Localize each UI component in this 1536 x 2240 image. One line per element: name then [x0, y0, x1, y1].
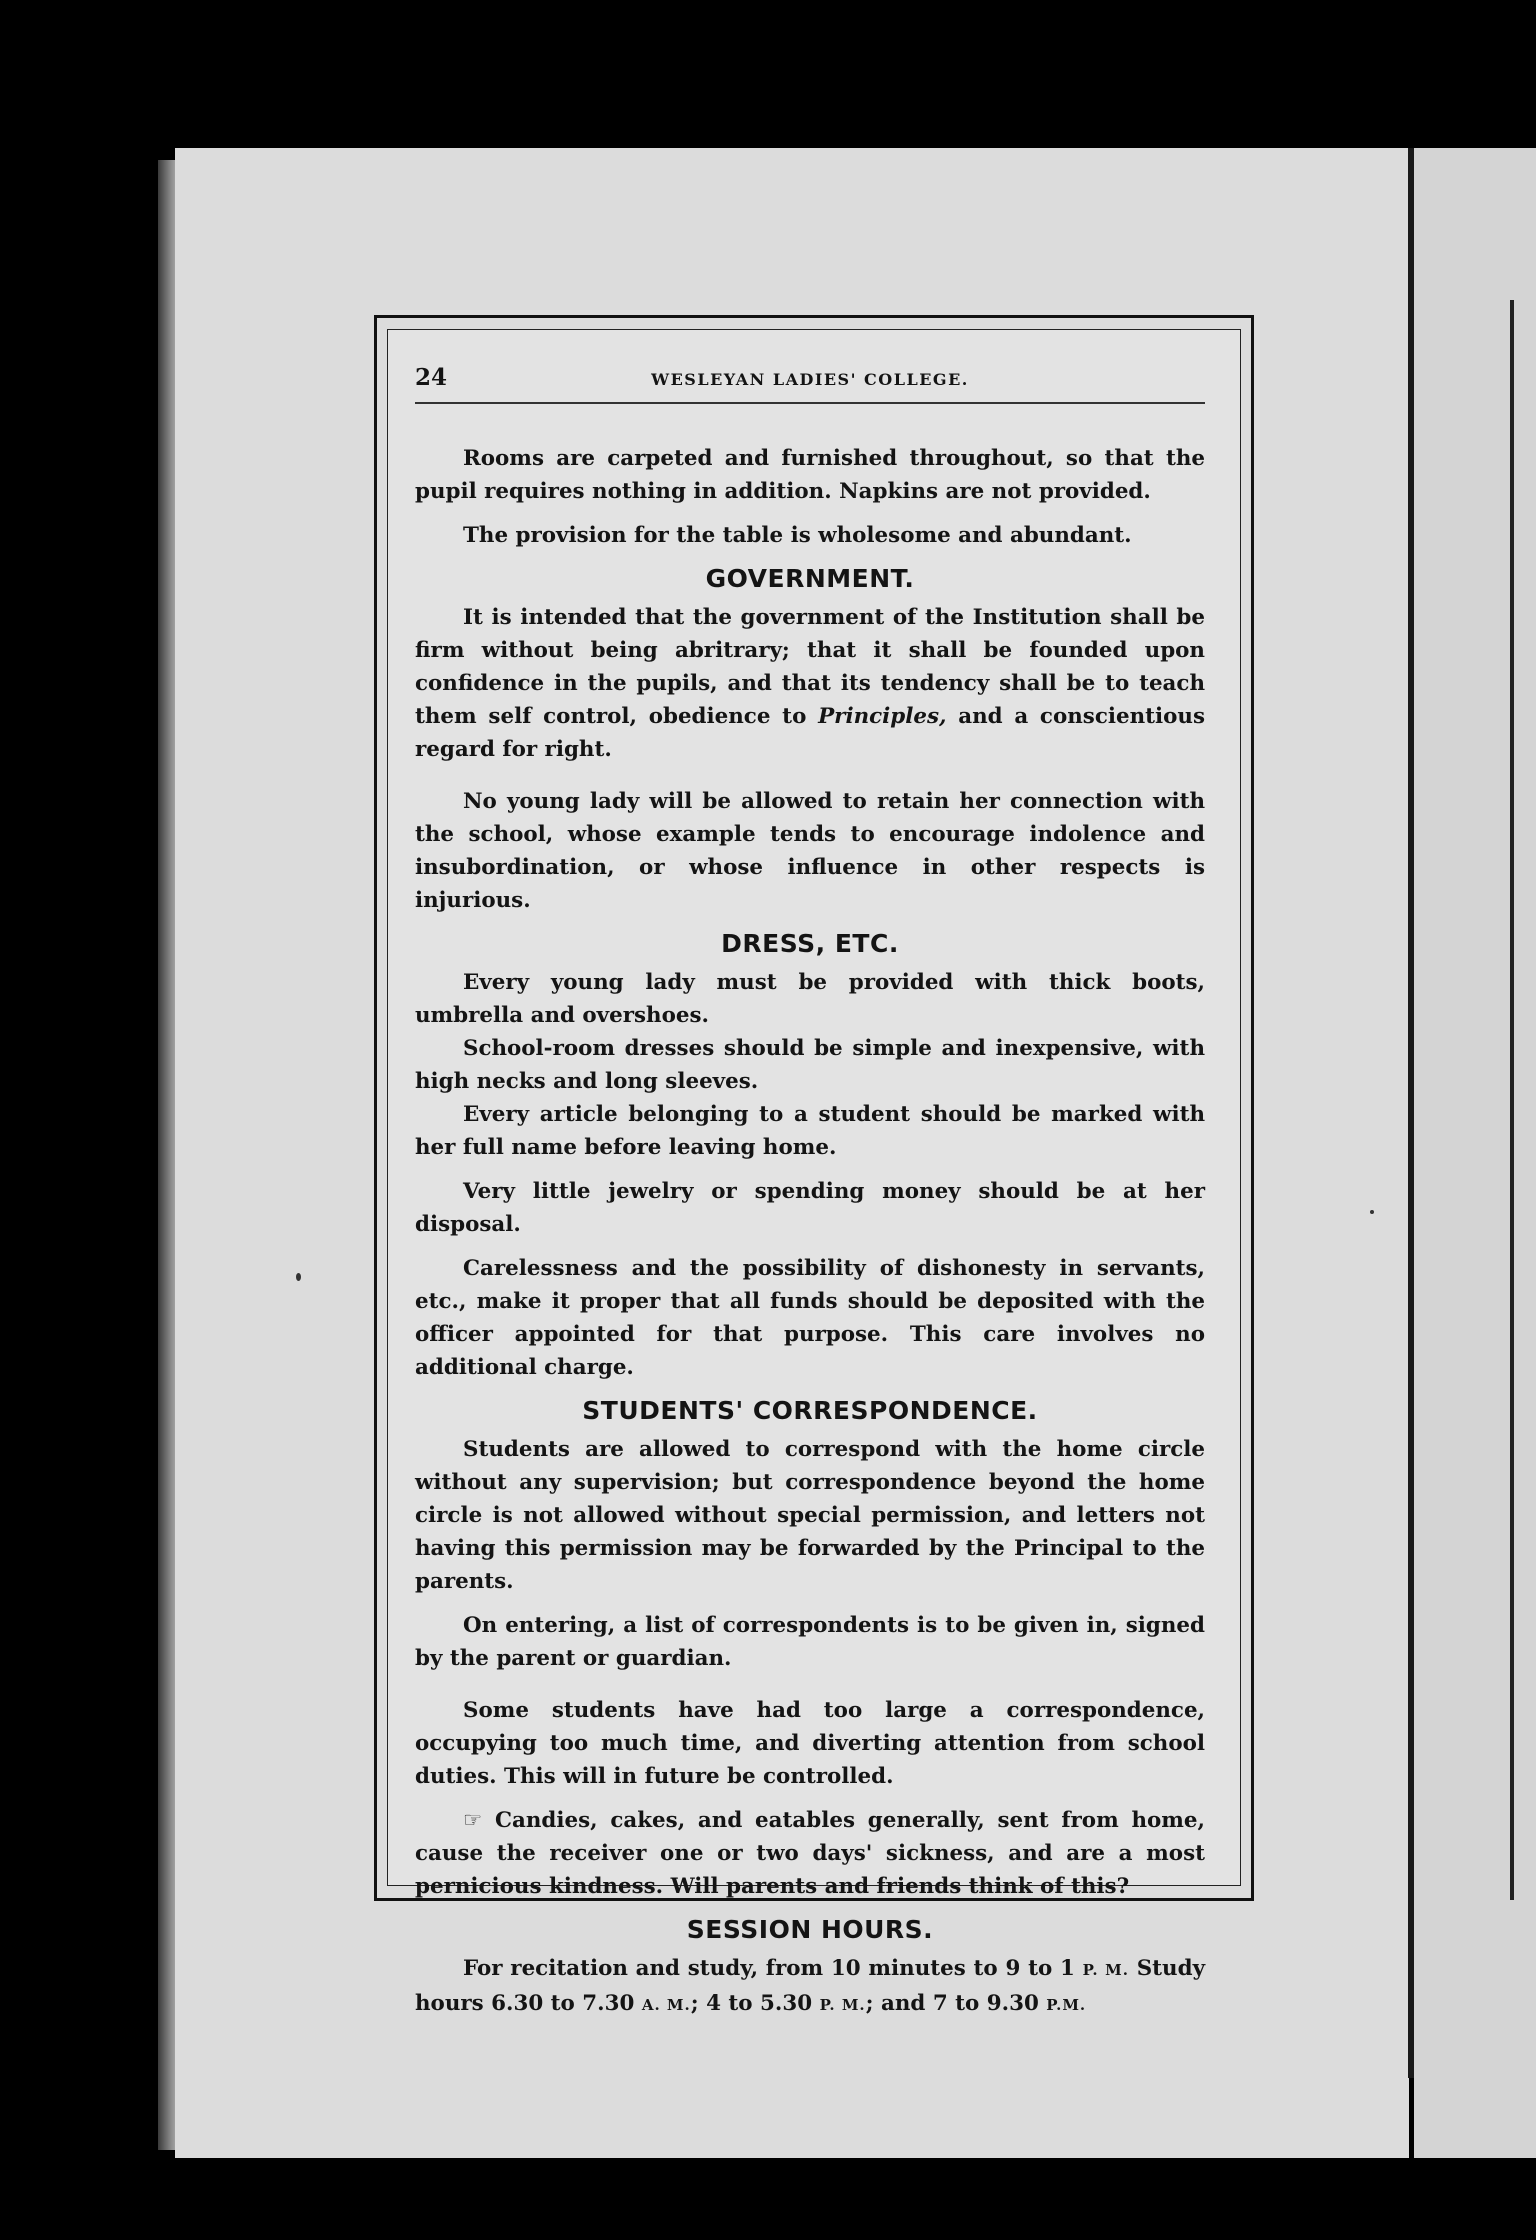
correspondence-paragraph-3: Some students have had too large a correspondence, occupying too much time, and diverting attention from school duties. This will in future be controlled.: [415, 1698, 1205, 1789]
running-header: [415, 362, 1205, 402]
session-hours-heading: SESSION HOURS.: [686, 1915, 934, 1944]
facing-page-frame: [1510, 300, 1514, 1900]
correspondence-heading: STUDENTS' CORRESPONDENCE.: [582, 1396, 1038, 1425]
scan-speck: [1370, 1210, 1374, 1214]
principles-emphasis: Principles,: [818, 704, 947, 729]
dress-heading: DRESS, ETC.: [721, 929, 899, 958]
government-paragraph-1: It is intended that the government of the Institution shall be firm without being abritrary; that it shall be founded upon confidence in the pupils, and that its tendency shall be to teach them self control, obedience to Principles, and a conscientious regard for right.: [415, 605, 1206, 762]
correspondence-paragraph-2: On entering, a list of correspondents is to be given in, signed by the parent or guardian.: [415, 1613, 1205, 1671]
facing-page-edge: [1414, 148, 1536, 2158]
rooms-paragraph: Rooms are carpeted and furnished throughout, so that the pupil requires nothing in addition. Napkins are not provided.: [415, 446, 1205, 504]
government-heading: GOVERNMENT.: [705, 564, 915, 593]
government-paragraph-2: No young lady will be allowed to retain her connection with the school, whose example tends to encourage indolence and insubordination, or whose influence in other respects is injurious.: [415, 789, 1205, 913]
dress-paragraph-3: Every article belonging to a student should be marked with her full name before leaving home.: [415, 1102, 1205, 1160]
page-content: [415, 362, 1206, 2016]
page-number: 24: [415, 364, 448, 391]
dress-paragraph-1: Every young lady must be provided with thick boots, umbrella and overshoes.: [415, 970, 1205, 1028]
table-provision-paragraph: The provision for the table is wholesome and abundant.: [463, 523, 1132, 548]
running-title: WESLEYAN LADIES' COLLEGE.: [651, 370, 969, 389]
header-rule: [415, 402, 1205, 404]
pointing-hand-icon: ☞: [463, 1808, 495, 1833]
candies-note: ☞ Candies, cakes, and eatables generally, sent from home, cause the receiver one or two days' sickness, and are a most pernicious kindness. Will parents and friends think of this?: [415, 1808, 1205, 1899]
correspondence-paragraph-1: Students are allowed to correspond with the home circle without any supervision; but correspondence beyond the home circle is not allowed without special permission, and letters not having this permission may be forwarded by the Principal to the parents.: [415, 1437, 1205, 1594]
dress-paragraph-2: School-room dresses should be simple and inexpensive, with high necks and long sleeves.: [415, 1036, 1205, 1094]
dress-paragraph-5: Carelessness and the possibility of dishonesty in servants, etc., make it proper that all funds should be deposited with the officer appointed for that purpose. This care involves no additional charge.: [415, 1256, 1205, 1380]
session-hours-paragraph: For recitation and study, from 10 minutes to 9 to 1 P. M. Study hours 6.30 to 7.30 A. M.; 4 to 5.30 P. M.; and 7 to 9.30 P.M.: [415, 1956, 1205, 2016]
dress-paragraph-4: Very little jewelry or spending money should be at her disposal.: [415, 1179, 1205, 1237]
scan-speck: [296, 1273, 301, 1281]
